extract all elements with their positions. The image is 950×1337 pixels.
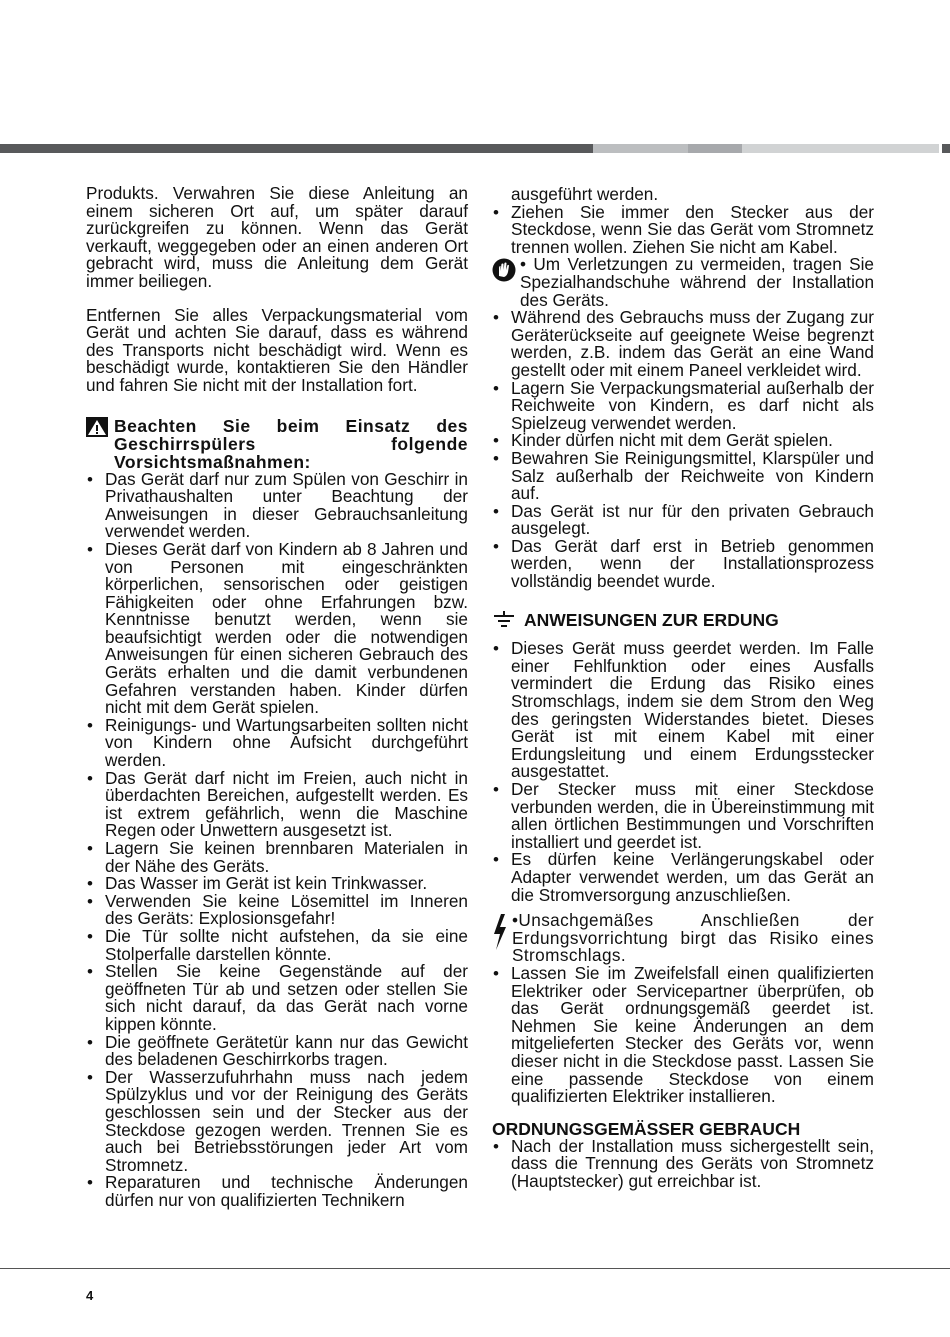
bar-segment-dark bbox=[0, 144, 593, 153]
usage-heading: ORDNUNGSGEMÄSSER GEBRAUCH bbox=[492, 1118, 801, 1139]
safety-heading: Beachten Sie beim Einsatz des Geschirrspülers folgende Vorsichtsmaßnahmen: bbox=[114, 415, 468, 472]
list-item: • Das Gerät ist nur für den privaten Gebrauch ausgelegt. bbox=[492, 503, 874, 538]
list-item: • Ziehen Sie immer den Stecker aus der Steckdose, wenn Sie das Gerät vom Stromnetz trennen wollen. Ziehen Sie nicht am Kabel. bbox=[492, 204, 874, 257]
list-item: • Das Gerät darf nicht im Freien, auch nicht in überdachten Bereichen, aufgestellt werden. Es ist extrem gefährlich, wenn die Maschine Regen oder Unwettern ausgesetzt ist. bbox=[86, 770, 468, 840]
list-item: • Das Wasser im Gerät ist kein Trinkwasser. bbox=[86, 875, 468, 893]
list-item: • Stellen Sie keine Gegenstände auf der geöffneten Tür ab und setzen oder stellen Sie sich nicht darauf, da das Gerät nach vorne kippen könnte. bbox=[86, 963, 468, 1033]
safety-heading-row bbox=[86, 417, 468, 471]
list-item: • Dieses Gerät muss geerdet werden. Im Falle einer Fehlfunktion oder eines Ausfalls vermindert die Erdung das Risiko eines Stromschlags, indem sie dem Strom den Weg des geringsten Widerstandes bietet. Dieses Gerät ist mit einem Kabel mit einer Erdungsleitung und einem Erdungsstecker ausgestattet. bbox=[492, 640, 874, 781]
bar-segment-end bbox=[942, 144, 950, 153]
list-item: • Reparaturen und technische Änderungen dürfen nur von qualifizierten Technikern bbox=[86, 1174, 468, 1209]
continued-text: ausgeführt werden. bbox=[511, 184, 659, 204]
intro-paragraph-1: Produkts. Verwahren Sie diese Anleitung an einem sicheren Ort auf, um später darauf zurückgreifen zu können. Wenn das Gerät verkauft, weggegeben oder an einen anderen Ort gebracht wird, muss die Anleitung dem Gerät immer beiliegen. bbox=[86, 183, 468, 291]
list-item: • Dieses Gerät darf von Kindern ab 8 Jahren und von Personen mit eingeschränkten körperlichen, sensorischen oder geistigen Fähigkeiten oder ohne Erfahrungen bzw. Kenntnisse benutzt werden, wenn sie beaufsichtigt werden oder die notwendigen Anweisungen für einen sicheren Gebrauch des Geräts erhalten und die damit verbundenen Gefahren verstanden haben. Kinder dürfen nicht mit dem Gerät spielen. bbox=[86, 541, 468, 717]
list-item: • Das Gerät darf erst in Betrieb genommen werden, wenn der Installationsprozess vollständig beendet wurde. bbox=[492, 538, 874, 591]
lightning-icon bbox=[492, 914, 508, 965]
list-item: • Lassen Sie im Zweifelsfall einen qualifizierten Elektriker oder Servicepartner überprüfen, ob das Gerät ordnungsgemäß geerdet ist. Nehmen Sie keine Änderungen an dem mitgelieferten Stecker des Geräts vor, wenn dieser nicht in die Steckdose passt. Lassen Sie eine passende Steckdose von einem qualifizierten Elektriker installieren. bbox=[492, 965, 874, 1106]
usage-list bbox=[492, 1135, 874, 1191]
list-item: • Kinder dürfen nicht mit dem Gerät spielen. bbox=[492, 432, 874, 450]
glove-note-text: • Um Verletzungen zu vermeiden, tragen Sie Spezialhandschuhe während der Installation des Geräts. bbox=[520, 254, 874, 310]
list-item: • Es dürfen keine Verlängerungskabel oder Adapter verwendet werden, um das Gerät an die Stromversorgung anzuschließen. bbox=[492, 851, 874, 904]
list-item: • Nach der Installation muss sichergestellt sein, dass die Trennung des Geräts von Stromnetz (Hauptstecker) gut erreichbar ist. bbox=[492, 1138, 874, 1191]
bar-segment-light2 bbox=[742, 144, 939, 153]
warning-triangle-icon bbox=[86, 417, 108, 441]
safety-list-continued bbox=[492, 201, 874, 257]
glove-note bbox=[492, 256, 874, 309]
list-item: • Während des Gebrauchs muss der Zugang zur Geräterückseite auf geeignete Weise begrenzt werden, z.B. indem das Gerät an eine Wand gestellt oder mit einem Paneel verkleidet wird. bbox=[492, 309, 874, 379]
ground-icon bbox=[492, 611, 516, 631]
footer-rule bbox=[0, 1268, 950, 1269]
bar-segment-mid bbox=[688, 144, 742, 153]
list-item: • Bewahren Sie Reinigungsmittel, Klarspüler und Salz außerhalb der Reichweite von Kindern auf. bbox=[492, 450, 874, 503]
shock-note bbox=[492, 912, 874, 965]
left-column bbox=[86, 185, 468, 1209]
list-item: • Die Tür sollte nicht aufstehen, da sie eine Stolperfalle darstellen könnte. bbox=[86, 928, 468, 963]
earthing-list-b bbox=[492, 962, 874, 1107]
earthing-list bbox=[492, 640, 874, 904]
list-item: • Das Gerät darf nur zum Spülen von Geschirr in Privathaushalten unter Beachtung der Anweisungen in dieser Gebrauchsanleitung verwendet werden. bbox=[86, 471, 468, 541]
safety-list bbox=[86, 468, 468, 1210]
earthing-heading-row bbox=[492, 611, 874, 631]
list-item: • Der Wasserzufuhrhahn muss nach jedem Spülzyklus und vor der Reinigung des Geräts geschlossen sein und der Stecker aus der Steckdose gezogen werden. Trennen Sie es auch bei Betriebsstörungen jeder Art vom Stromnetz. bbox=[86, 1069, 468, 1175]
list-item: • Lagern Sie Verpackungsmaterial außerhalb der Reichweite von Kindern, es darf nicht als Spielzeug verwendet werden. bbox=[492, 380, 874, 433]
top-color-bar bbox=[0, 144, 950, 153]
list-item: • Verwenden Sie keine Lösemittel im Inneren des Geräts: Explosionsgefahr! bbox=[86, 893, 468, 928]
bar-segment-light bbox=[593, 144, 688, 153]
list-item: • Reinigungs- und Wartungsarbeiten sollten nicht von Kindern ohne Aufsicht durchgeführt werden. bbox=[86, 717, 468, 770]
glove-icon bbox=[492, 258, 516, 309]
right-column bbox=[492, 186, 874, 1190]
shock-note-text: •Unsachgemäßes Anschließen der Erdungsvorrichtung birgt das Risiko eines Stromschlags. bbox=[512, 910, 874, 966]
list-item: • Der Stecker muss mit einer Steckdose verbunden werden, die in Übereinstimmung mit allen örtlichen Bestimmungen und Vorschriften installiert und geerdet ist. bbox=[492, 781, 874, 851]
list-item: • Lagern Sie keinen brennbaren Materialen in der Nähe des Geräts. bbox=[86, 840, 468, 875]
intro-paragraph-2: Entfernen Sie alles Verpackungsmaterial vom Gerät und achten Sie darauf, dass es während des Transports nicht beschädigt wird. Wenn es beschädigt wurde, kontaktieren Sie den Händler und fahren Sie nicht mit der Installation fort. bbox=[86, 304, 468, 395]
page-number: 4 bbox=[86, 1288, 94, 1303]
safety-list-continued-b bbox=[492, 309, 874, 591]
list-item: • Die geöffnete Gerätetür kann nur das Gewicht des beladenen Geschirrkorbs tragen. bbox=[86, 1034, 468, 1069]
earthing-heading: ANWEISUNGEN ZUR ERDUNG bbox=[524, 609, 779, 630]
